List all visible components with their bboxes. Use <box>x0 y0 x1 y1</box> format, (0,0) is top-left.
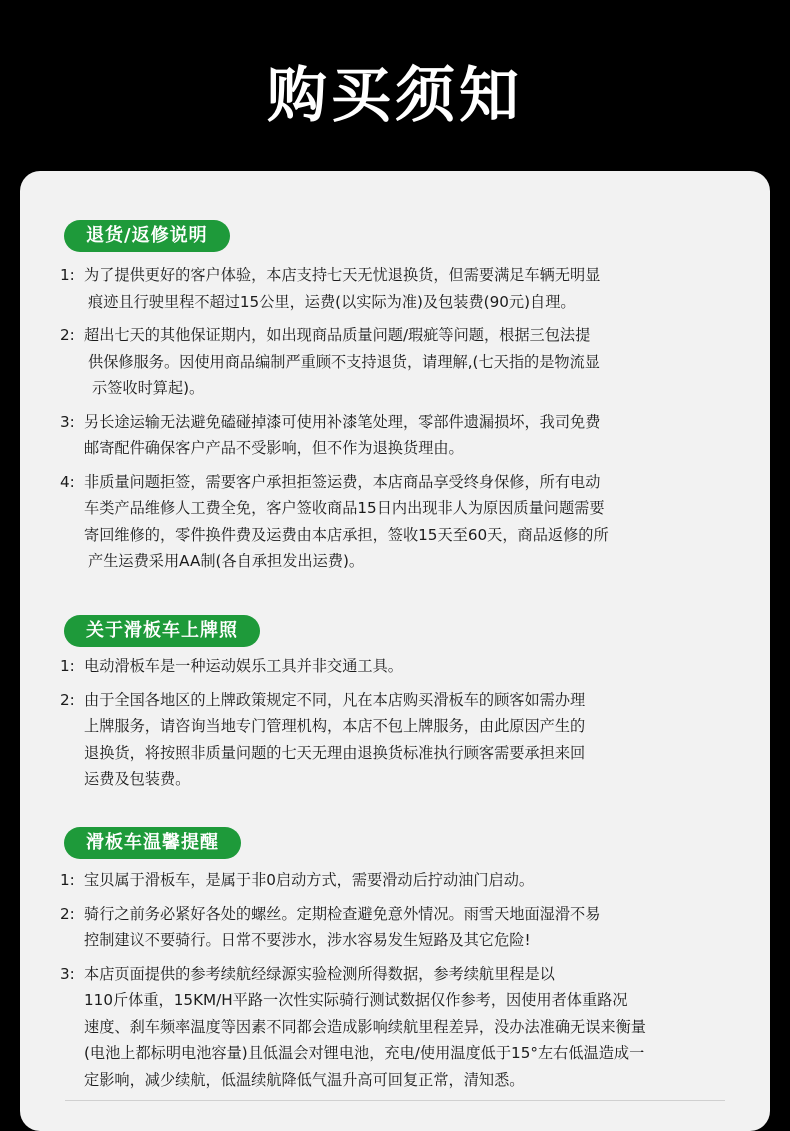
item-number: 1: <box>60 657 75 675</box>
item-line: 供保修服务。因使用商品编制严重顾不支持退货，请理解,(七天指的是物流显 <box>88 352 600 371</box>
item-line: 定影响，减少续航，低温续航降低气温升高可回复正常，清知悉。 <box>84 1070 525 1089</box>
item-line: 速度、刹车频率温度等因素不同都会造成影响续航里程差异，没办法准确无误来衡量 <box>84 1017 646 1036</box>
item-line: 车类产品维修人工费全免，客户签收商品15日内出现非人为原因质量问题需要 <box>84 499 605 517</box>
item-line: 上牌服务，请咨询当地专门管理机构，本店不包上牌服务，由此原因产生的 <box>84 717 586 735</box>
item-line: 宝贝属于滑板车，是属于非0启动方式，需要滑动后拧动油门启动。 <box>84 871 535 889</box>
item-line: 寄回维修的，零件换件费及运费由本店承担，签收15天至60天，商品返修的所 <box>84 525 609 544</box>
item-line: 示签收时算起)。 <box>92 379 205 397</box>
item-line: 另长途运输无法避免磕碰掉漆可使用补漆笔处理，零部件遗漏损坏，我司免费 <box>84 412 601 431</box>
item-line: 邮寄配件确保客户产品不受影响，但不作为退换货理由。 <box>84 439 464 457</box>
list-item <box>60 901 760 954</box>
page-title: 购买须知 <box>267 61 523 131</box>
list-item <box>60 409 760 462</box>
item-line: 痕迹且行驶里程不超过15公里，运费(以实际为准)及包装费(90元)自理。 <box>88 292 576 311</box>
item-line: 由于全国各地区的上牌政策规定不同，凡在本店购买滑板车的顾客如需办理 <box>84 690 586 709</box>
section-tips <box>60 827 760 1093</box>
item-line: 110斤体重，15KM/H平路一次性实际骑行测试数据仅作参考，因使用者体重路况 <box>84 991 628 1009</box>
item-number: 3: <box>60 964 75 983</box>
list-item <box>60 961 760 1094</box>
section-badge-tips: 滑板车温馨提醒 <box>64 827 241 859</box>
item-number: 3: <box>60 412 75 431</box>
section-badge-license-plate: 关于滑板车上牌照 <box>64 615 260 647</box>
list-item <box>60 322 760 402</box>
section-badge-returns: 退货/返修说明 <box>64 220 230 252</box>
item-number: 2: <box>60 904 75 923</box>
section-returns <box>60 220 760 575</box>
item-line: 运费及包装费。 <box>84 770 191 788</box>
item-number: 4: <box>60 472 75 491</box>
item-number: 1: <box>60 266 75 284</box>
list-item <box>60 262 760 315</box>
list-item <box>60 867 760 894</box>
list-item <box>60 469 760 575</box>
item-line: 控制建议不要骑行。日常不要涉水，涉水容易发生短路及其它危险! <box>84 931 531 949</box>
item-line: 产生运费采用AA制(各自承担发出运费)。 <box>88 552 365 570</box>
list-item <box>60 687 760 793</box>
item-line: (电池上都标明电池容量)且低温会对锂电池，充电/使用温度低于15°左右低温造成一 <box>84 1044 645 1062</box>
notice-card <box>20 171 770 1131</box>
item-line: 退换货，将按照非质量问题的七天无理由退换货标准执行顾客需要承担来回 <box>84 743 586 762</box>
item-number: 1: <box>60 871 75 889</box>
list-item <box>60 653 760 680</box>
item-number: 2: <box>60 326 75 344</box>
divider <box>65 1100 725 1101</box>
item-line: 电动滑板车是一种运动娱乐工具并非交通工具。 <box>84 657 403 675</box>
item-number: 2: <box>60 690 75 709</box>
item-line: 非质量问题拒签，需要客户承担拒签运费，本店商品享受终身保修，所有电动 <box>84 472 601 491</box>
section-license-plate <box>60 615 760 793</box>
item-line: 超出七天的其他保证期内，如出现商品质量问题/瑕疵等问题，根据三包法提 <box>84 326 591 344</box>
item-line: 本店页面提供的参考续航经绿源实验检测所得数据，参考续航里程是以 <box>84 964 555 983</box>
item-line: 为了提供更好的客户体验，本店支持七天无忧退换货，但需要满足车辆无明显 <box>84 266 601 284</box>
item-line: 骑行之前务必紧好各处的螺丝。定期检查避免意外情况。雨雪天地面湿滑不易 <box>84 904 601 923</box>
